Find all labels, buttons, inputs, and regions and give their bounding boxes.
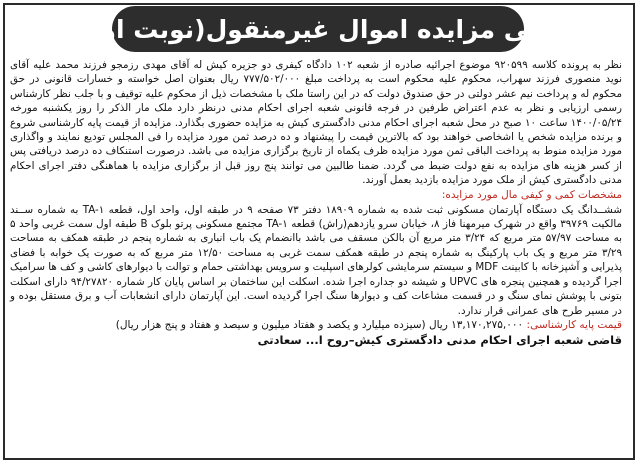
notice-paragraph-property: ششــدانگ یک دستگاه آپارتمان مسکونی ثبت شده به شماره ۱۸۹۰۹ دفتر ۷۳ صفحه ۹ در طبقه اول، واحد اول، قطعه TA-۱ به شماره ســند مالکیت ۳۹۷۶۹ واقع در شهرک میرمهنا فاز ۸، خیابان سرو یازدهم(راش) قطعه TA-۱ مجتمع مسکونی پرتو بلوک B طبقه اول سمت غربی واحد ۵ به مساحت ۵۷/۹۷ متر مربع که ۳/۲۴ متر مربع آن بالکن مسقف می باشد باانضمام یک باب انباری به شماره پنجم در طبقه همکف به مساحت ۳/۲۹ متر مربع و یک باب پارکینگ به شماره پنجم در طبقه همکف سمت غربی به مساحت ۱۲/۵۰ متر مربع که به صورت یک خوابه با فضای پذیرایی و آشپزخانه با کابینت MDF و سیستم سرمایشی کولرهای اسپلیت و سرویس بهداشتی حمام و توالت با دیوارهای کاشی و کف ها سرامیک اجرا گردیده و همچنین پنجره های UPVC و شیشه دو جداره اجرا شده. اسکلت این ساختمان بر اساس پایان کار شماره ۹۴/۲۷۸۲۰ دارای اسکلت بتونی با پوشش نمای سنگ و در قسمت مشاعات کف و دیوارها سنگ اجرا گردیده است. این آپارتمان دارای انشعابات آب و برق مستقل بوده و در مسیر طرح های عمرانی قرار ندارد.: [9, 203, 623, 317]
base-price-value: ۱۳,۱۷۰,۲۷۵,۰۰۰ ریال (سیزده میلیارد و یکصد و هفتاد میلیون و سیصد و هفتاد و پنج هزار ریال): [115, 318, 524, 331]
judge-signature: قاضی شعبه اجرای احکام مدنی دادگستری کیش–روح ا... سعادتی: [257, 333, 622, 348]
notice-content: [10, 58, 622, 349]
property-spec-heading: مشخصات کمی و کیفی مال مورد مزایده:: [441, 188, 622, 201]
base-price-label: قیمت پایه کارشناسی:: [526, 318, 622, 331]
notice-paragraph-intro: نظر به پرونده کلاسه ۹۲۰۵۹۹ موضوع اجرائیه صادره از شعبه ۱۰۲ دادگاه کیفری دو جزیره کیش له آقای مهدی رزمجو فرزند محمد علیه آقای نوید منصوری فرزند سهراب، محکوم علیه محکوم است به پرداخت مبلغ ۷۷۷/۵۰۲/۰۰۰ ریال بعنوان اصل خواسته و خسارات قانونی در حق محکوم له و پرداخت نیم عشر دولتی در حق صندوق دولت که در این راستا ملک با مشخصات ذیل از محکوم علیه توقیف و با جلب نظر کارشناس رسمی ارزیابی و نظر به عدم اعتراض طرفین در فرجه قانونی شعبه اجرای احکام مدنی درنظر دارد ملک مار الذکر را روز یکشنبه مورخه ۱۴۰۰/۰۵/۲۴ ساعت ۱۰ صبح در محل شعبه اجرای احکام مدنی دادگستری کیش به مزایده حضوری بگذارد. مزایده از قیمت پایه کارشناسی شروع و برنده مزایده شخص یا اشخاصی خواهند بود که بالاترین قیمت را پیشنهاد و ده درصد ثمن مورد مزایده را فی المجلس تودیع نمایند و واگذاری مورد مزایده منوط به پرداخت الباقی ثمن مورد مزایده ظرف یکماه از تاریخ برگزاری مزایده می باشد. درصورت استنکاف ده درصد دریافتی پس از کسر هزینه های مزایده به نفع دولت ضبط می گردد. ضمنا طالبین می توانند پنج روز قبل از برگزاری مزایده با هماهنگی دفتر اجرای احکام مدنی دادگستری کیش از ملک مورد مزایده بازدید بعمل آورند.: [10, 59, 622, 187]
notice-title: آگهی مزایده اموال غیرمنقول(نوبت اول): [67, 14, 569, 44]
base-price-line: [10, 318, 622, 333]
notice-header: [67, 6, 569, 52]
